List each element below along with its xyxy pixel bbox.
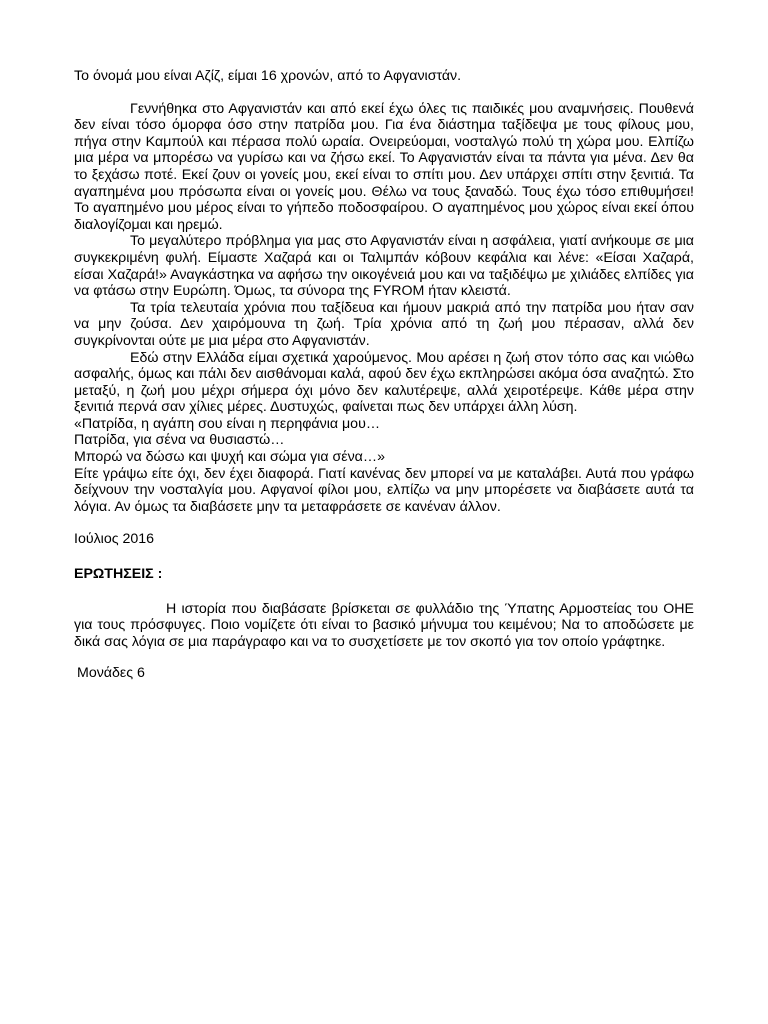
points-label: Μονάδες 6 — [77, 664, 145, 681]
poem — [74, 416, 694, 466]
questions-heading: ΕΡΩΤΗΣΕΙΣ : — [74, 566, 163, 583]
poem-line: «Πατρίδα, η αγάπη σου είναι η περηφάνια μου… — [74, 415, 381, 432]
closing-paragraph: Είτε γράψω είτε όχι, δεν έχει διαφορά. Γιατί κανένας δεν μπορεί να με καταλάβει. Αυτά που γράφω δείχνουν την νοσταλγία μου. Αφγανοί φίλοι μου, ελπίζω να μην μπορέσετε να διαβάσετε αυτά τα λόγια. Αν όμως τα διαβάσετε μην τα μεταφράσετε σε κανέναν άλλον. — [74, 465, 694, 515]
document-page — [74, 64, 694, 681]
question-text: Η ιστορία που διαβάσατε βρίσκεται σε φυλλάδιο της Ύπατης Αρμοστείας του ΟΗΕ για τους πρόσφυγες. Ποιο νομίζετε ότι είναι το βασικό μήνυμα του κειμένου; Να το αποδώσετε με δικά σας λόγια σε μια παράγραφο και να το συσχετίσετε με τον σκοπό για τον οποίο γράφτηκε. — [74, 600, 694, 650]
paragraph-travel: Τα τρία τελευταία χρόνια που ταξίδευα και ήμουν μακριά από την πατρίδα μου ήταν σαν να μην ζούσα. Δεν χαιρόμουνα τη ζωή. Τρία χρόνια από τη ζωή μου πέρασαν, αλλά δεν συγκρίνονται ούτε με μια μέρα στο Αφγανιστάν. — [74, 299, 694, 349]
poem-line: Πατρίδα, για σένα να θυσιαστώ… — [74, 432, 285, 449]
paragraph-safety: Το μεγαλύτερο πρόβλημα για μας στο Αφγανιστάν είναι η ασφάλεια, γιατί ανήκουμε σε μια συγκεκριμένη φυλή. Είμαστε Χαζαρά και οι Ταλιμπάν κόβουν κεφάλια και λένε: «Είσαι Χαζαρά, είσαι Χαζαρά!» Αναγκάστηκα να αφήσω την οικογένειά μου και να ταξιδέψω με χιλιάδες ελπίδες για να φτάσω στην Ευρώπη. Όμως, τα σύνορα της FYROM ήταν κλειστά. — [74, 233, 694, 300]
intro-line: Το όνομά μου είναι Αζίζ, είμαι 16 χρονών, από το Αφγανιστάν. — [74, 68, 462, 84]
date: Ιούλιος 2016 — [74, 531, 155, 548]
paragraph-childhood: Γεννήθηκα στο Αφγανιστάν και από εκεί έχω όλες τις παιδικές μου αναμνήσεις. Πουθενά δεν είναι τόσο όμορφα όσο στην πατρίδα μου. Για ένα διάστημα ταξίδεψα με τους φίλους μου, πήγα στην Καμπούλ και πέρασα πολύ ωραία. Ονειρεύομαι, νοσταλγώ πολύ τη χώρα μου. Ελπίζω μια μέρα να μπορέσω να γυρίσω και να ζήσω εκεί. Το Αφγανιστάν είναι τα πάντα για μένα. Δεν θα το ξεχάσω ποτέ. Εκεί ζουν οι γονείς μου, εκεί είναι το σπίτι μου. Δεν υπάρχει σπίτι στην ξενιτιά. Τα αγαπημένα μου πρόσωπα είναι οι γονείς μου. Θέλω να τους ξαναδώ. Τους έχω τόσο επιθυμήσει! Το αγαπημένο μου μέρος είναι το γήπεδο ποδοσφαίρου. Ο αγαπημένος μου χώρος είναι εκεί όπου διαλογίζομαι και ηρεμώ. — [74, 100, 694, 233]
story-body — [74, 101, 694, 416]
paragraph-greece: Εδώ στην Ελλάδα είμαι σχετικά χαρούμενος. Μου αρέσει η ζωή στον τόπο σας και νιώθω ασφαλής, όμως και πάλι δεν αισθάνομαι καλά, αφού δεν έχω εκπληρώσει ακόμα όσα αναζητώ. Στο μεταξύ, η ζωή μου μέχρι σήμερα όχι μόνο δεν καλυτέρεψε, αλλά χειροτέρεψε. Κάθε μέρα στην ξενιτιά περνά σαν χίλιες μέρες. Δυστυχώς, φαίνεται πως δεν υπάρχει άλλη λύση. — [74, 349, 694, 416]
poem-line: Μπορώ να δώσω και ψυχή και σώμα για σένα…» — [74, 449, 385, 466]
